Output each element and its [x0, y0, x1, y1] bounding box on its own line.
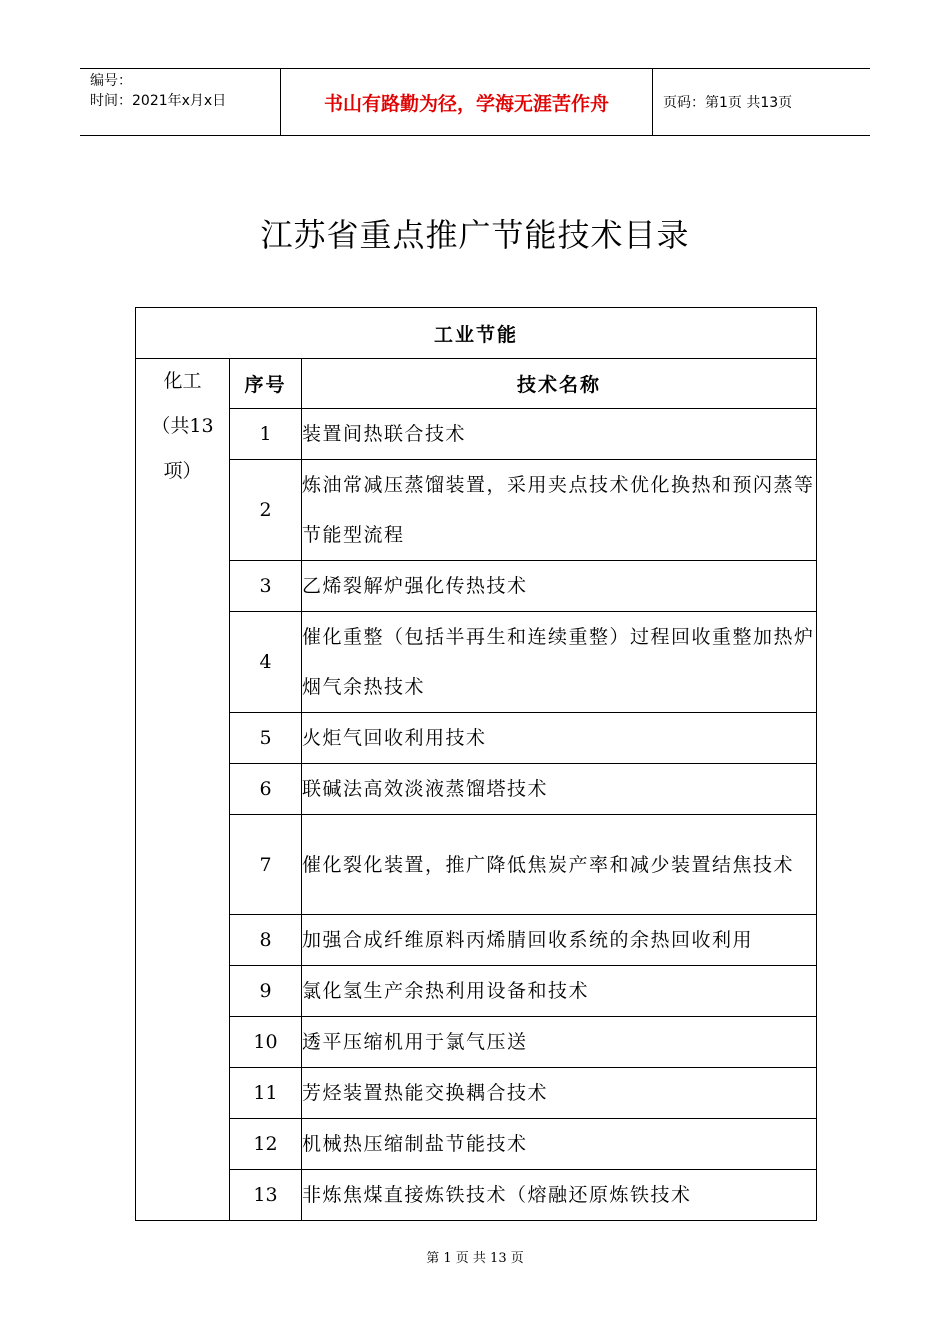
row-tech-name: 催化裂化装置，推广降低焦炭产率和减少装置结焦技术: [302, 815, 817, 915]
row-tech-name: 加强合成纤维原料丙烯腈回收系统的余热回收利用: [302, 915, 817, 966]
table-row: [136, 966, 817, 1017]
row-tech-name: 乙烯裂解炉强化传热技术: [302, 561, 817, 612]
row-tech-name: 芳烃装置热能交换耦合技术: [302, 1068, 817, 1119]
row-tech-name: 非炼焦煤直接炼铁技术（熔融还原炼铁技术: [302, 1170, 817, 1221]
row-seq: 10: [230, 1017, 302, 1068]
document-header: [80, 68, 870, 136]
table-row: [136, 561, 817, 612]
document-title: 江苏省重点推广节能技术目录: [260, 216, 690, 254]
row-tech-name: 联碱法高效淡液蒸馏塔技术: [302, 764, 817, 815]
table-row: [136, 764, 817, 815]
header-motto: 书山有路勤为径，学海无涯苦作舟: [281, 69, 653, 135]
table-row: [136, 915, 817, 966]
row-seq: 2: [230, 460, 302, 561]
table-row: [136, 409, 817, 460]
number-label: 编号：: [90, 73, 132, 89]
row-seq: 3: [230, 561, 302, 612]
row-seq: 11: [230, 1068, 302, 1119]
row-tech-name: 透平压缩机用于氯气压送: [302, 1017, 817, 1068]
row-tech-name: 装置间热联合技术: [302, 409, 817, 460]
section-title: 工业节能: [136, 308, 817, 359]
row-seq: 9: [230, 966, 302, 1017]
row-seq: 5: [230, 713, 302, 764]
table-row: [136, 815, 817, 915]
row-seq: 4: [230, 612, 302, 713]
column-header-seq: 序号: [230, 359, 302, 409]
row-tech-name: 机械热压缩制盐节能技术: [302, 1119, 817, 1170]
technology-table: [135, 307, 817, 1221]
page-footer: 第 1 页 共 13 页: [426, 1251, 524, 1266]
category-line-1: 化工: [163, 370, 202, 392]
table-row: [136, 1068, 817, 1119]
table-row: [136, 460, 817, 561]
row-seq: 13: [230, 1170, 302, 1221]
table-row: [136, 612, 817, 713]
row-seq: 12: [230, 1119, 302, 1170]
row-seq: 6: [230, 764, 302, 815]
category-line-3: 项）: [163, 460, 202, 482]
table-row: [136, 1170, 817, 1221]
table-row: [136, 713, 817, 764]
time-label: 时间：2021年x月x日: [90, 93, 227, 109]
header-meta: [80, 69, 281, 135]
row-seq: 1: [230, 409, 302, 460]
row-tech-name: 炼油常减压蒸馏装置，采用夹点技术优化换热和预闪蒸等节能型流程: [302, 460, 817, 561]
row-tech-name: 火炬气回收利用技术: [302, 713, 817, 764]
category-line-2: （共13: [151, 415, 214, 437]
column-header-name: 技术名称: [302, 359, 817, 409]
header-page-info: 页码：第1页 共13页: [663, 95, 793, 111]
row-tech-name: 氯化氢生产余热利用设备和技术: [302, 966, 817, 1017]
row-tech-name: 催化重整（包括半再生和连续重整）过程回收重整加热炉烟气余热技术: [302, 612, 817, 713]
section-row: [136, 308, 817, 359]
row-seq: 8: [230, 915, 302, 966]
category-cell: [136, 359, 230, 1221]
column-header-row: [136, 359, 817, 409]
row-seq: 7: [230, 815, 302, 915]
table-row: [136, 1017, 817, 1068]
table-row: [136, 1119, 817, 1170]
